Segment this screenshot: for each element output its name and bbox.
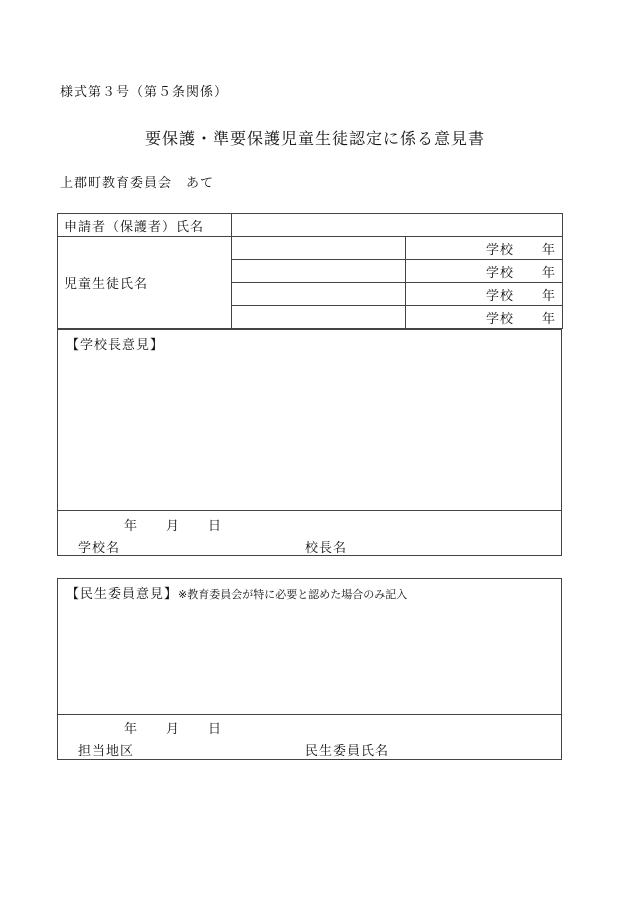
welfare-opinion-area[interactable] xyxy=(58,603,561,713)
grade-field[interactable]: 学校 年 xyxy=(406,306,563,329)
applicant-name-label: 申請者（保護者）氏名 xyxy=(58,214,232,237)
grade-field[interactable]: 学校 年 xyxy=(406,260,563,283)
principal-date[interactable]: 年 月 日 xyxy=(124,519,223,534)
student-name-field[interactable] xyxy=(232,260,406,283)
welfare-opinion-title: 【民生委員意見】 xyxy=(66,587,179,602)
grade-field[interactable]: 学校 年 xyxy=(406,237,563,260)
commissioner-name-label: 民生委員氏名 xyxy=(305,744,390,759)
school-name-label: 学校名 xyxy=(78,541,121,556)
addressee: 上郡町教育委員会 あて xyxy=(60,176,215,191)
grade-field[interactable]: 学校 年 xyxy=(406,283,563,306)
district-label: 担当地区 xyxy=(78,744,135,759)
document-title: 要保護・準要保護児童生徒認定に係る意見書 xyxy=(144,129,485,148)
applicant-table xyxy=(57,213,563,329)
principal-opinion-box xyxy=(57,329,562,556)
student-name-field[interactable] xyxy=(232,306,406,329)
form-number: 様式第３号（第５条関係） xyxy=(60,85,229,100)
divider xyxy=(58,714,561,715)
student-name-label: 児童生徒氏名 xyxy=(58,237,232,329)
student-name-field[interactable] xyxy=(232,237,406,260)
welfare-commissioner-box xyxy=(57,578,562,760)
divider xyxy=(58,510,561,511)
principal-opinion-area[interactable] xyxy=(58,354,561,509)
applicant-name-field[interactable] xyxy=(232,214,563,237)
welfare-opinion-note: ※教育委員会が特に必要と認めた場合のみ記入 xyxy=(178,588,408,601)
welfare-date[interactable]: 年 月 日 xyxy=(124,722,223,737)
welfare-opinion-header xyxy=(66,583,407,602)
principal-name-label: 校長名 xyxy=(305,541,348,556)
principal-opinion-header: 【学校長意見】 xyxy=(66,338,165,353)
student-name-field[interactable] xyxy=(232,283,406,306)
